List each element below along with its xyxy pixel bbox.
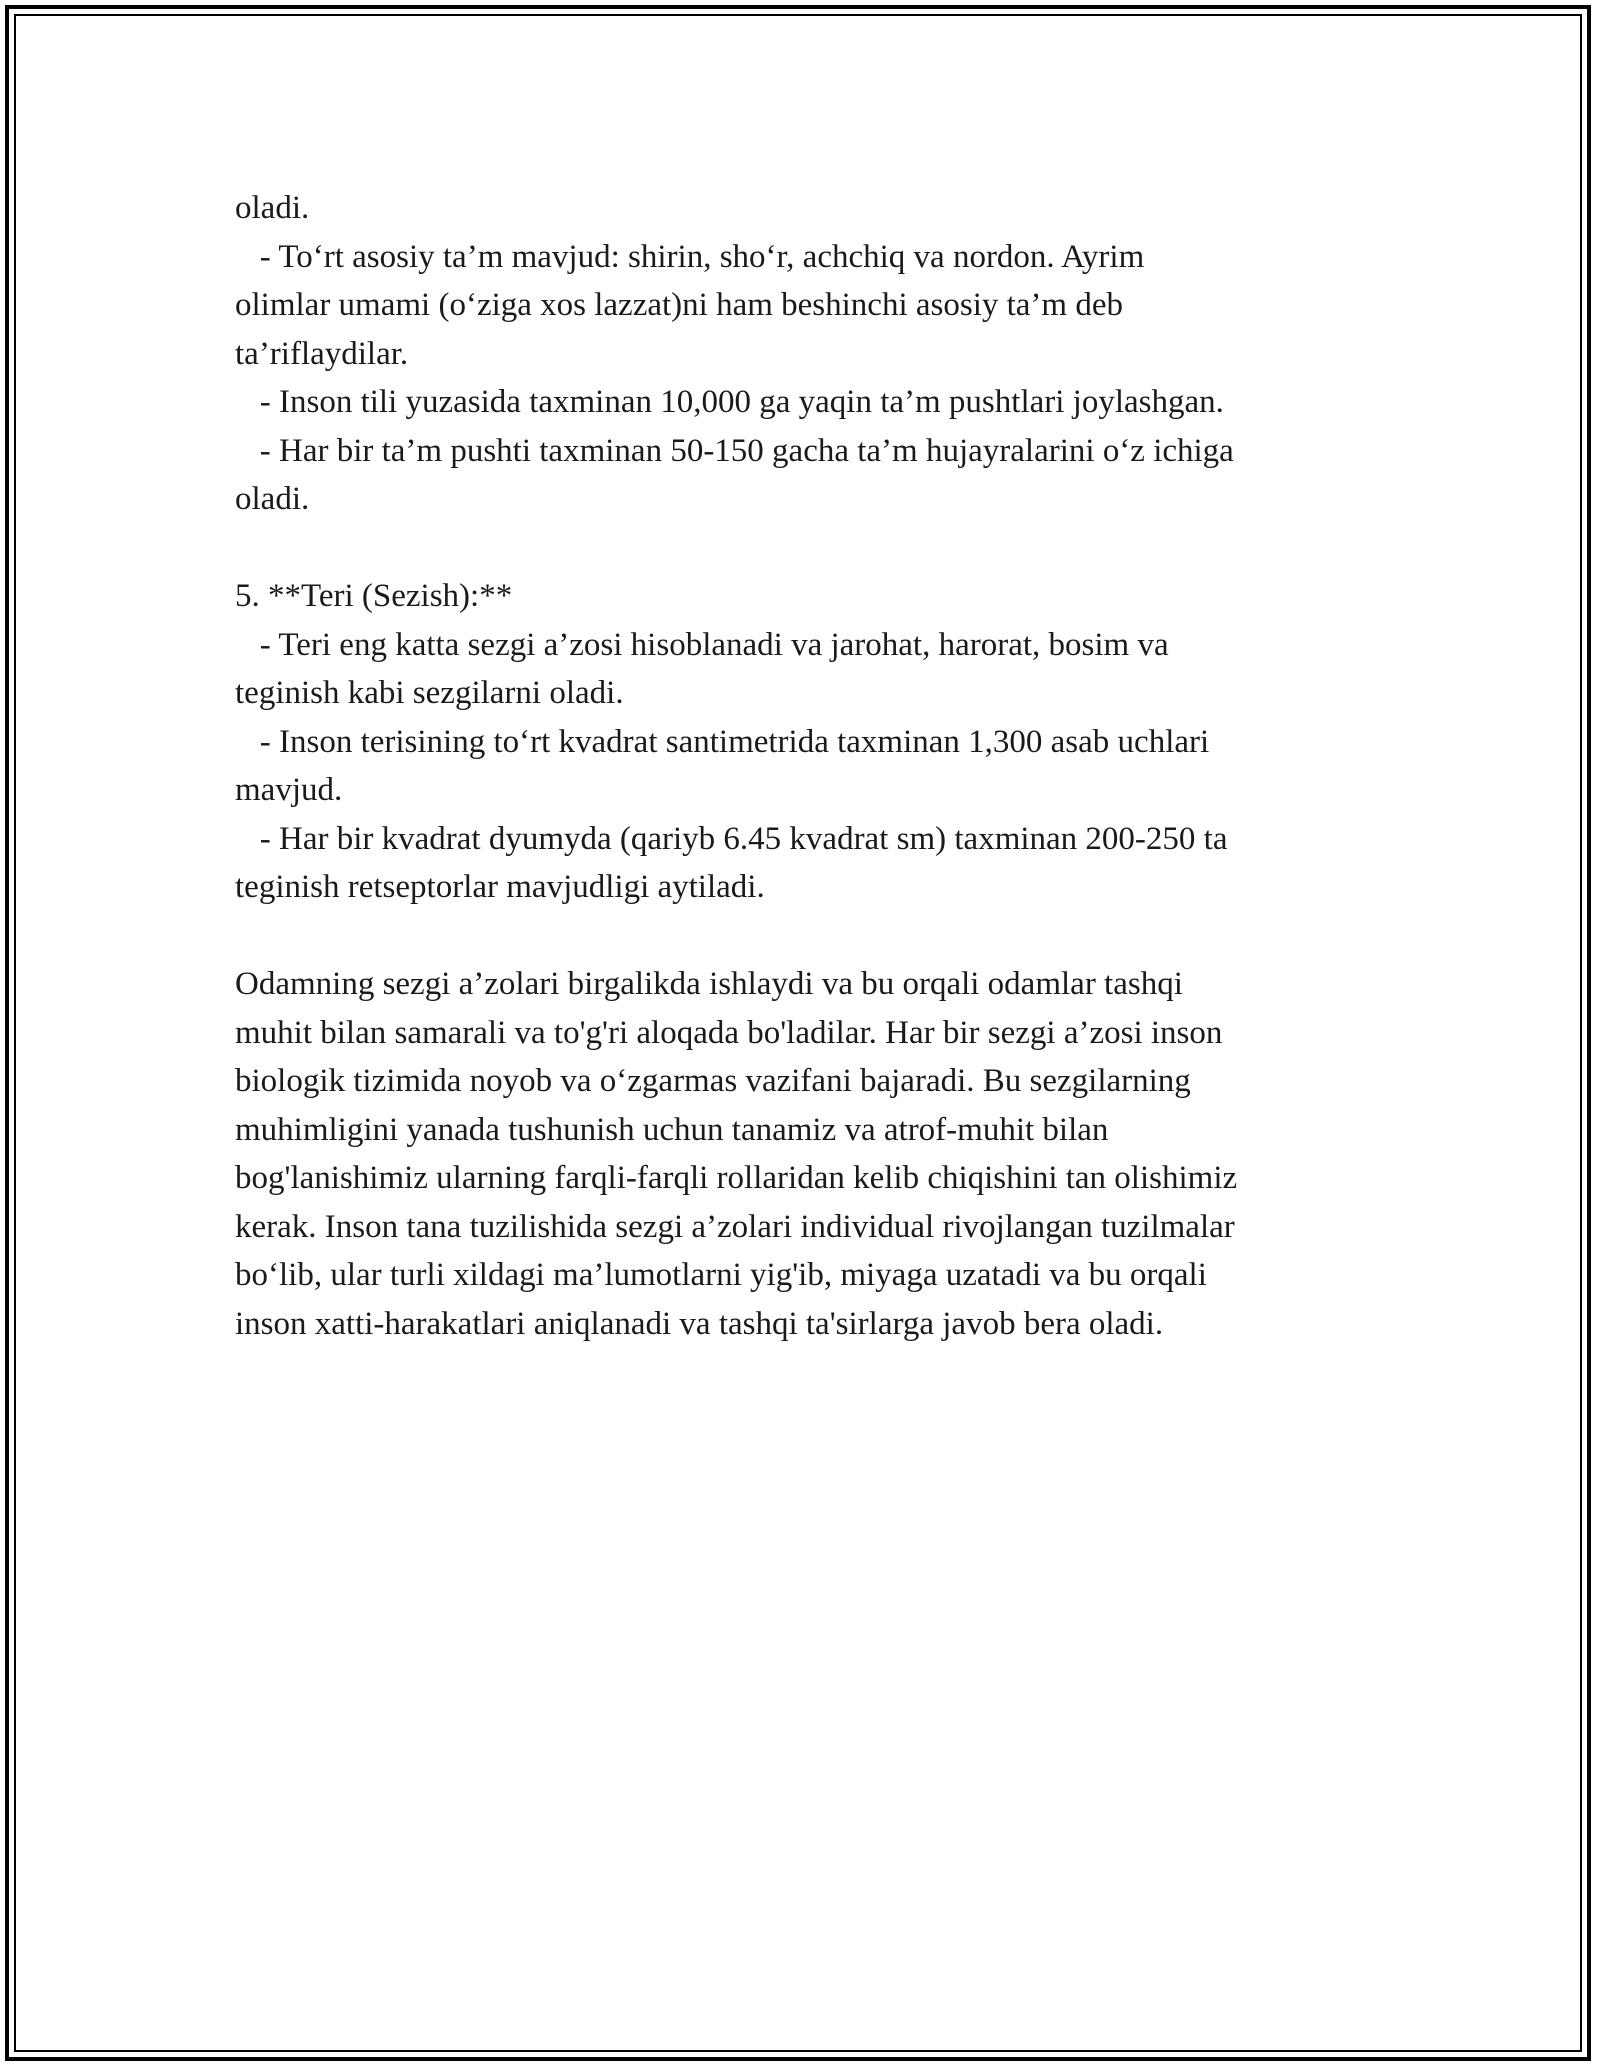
- section-heading: 5. **Teri (Sezish):**: [235, 578, 513, 614]
- text-line: - Inson tili yuzasida taxminan 10,000 ga yaqin ta’m pushtlari joylashgan.: [235, 384, 1224, 420]
- text-line: Odamning sezgi a’zolari birgalikda ishlaydi va bu orqali odamlar tashqi: [235, 966, 1183, 1002]
- text-line: ta’riflaydilar.: [235, 335, 409, 372]
- text-line: kerak. Inson tana tuzilishida sezgi a’zolari individual rivojlangan tuzilmalar: [235, 1208, 1235, 1245]
- text-line: - Teri eng katta sezgi a’zosi hisoblanadi va jarohat, harorat, bosim va: [235, 626, 1169, 663]
- text-line: teginish kabi sezgilarni oladi.: [235, 675, 624, 711]
- text-line: muhimligini yanada tushunish uchun tanamiz va atrof-muhit bilan: [235, 1111, 1109, 1148]
- text-line: bo‘lib, ular turli xildagi ma’lumotlarni yig'ib, miyaga uzatadi va bu orqali: [235, 1257, 1207, 1293]
- text-line: inson xatti-harakatlari aniqlanadi va tashqi ta'sirlarga javob bera oladi.: [235, 1305, 1164, 1342]
- text-line: - Inson terisining to‘rt kvadrat santimetrida taxminan 1,300 asab uchlari: [235, 723, 1210, 760]
- text-line: olimlar umami (o‘ziga xos lazzat)ni ham beshinchi asosiy ta’m deb: [235, 287, 1123, 323]
- document-body: [235, 184, 1355, 1348]
- text-line: oladi.: [235, 481, 310, 517]
- text-line: - Har bir kvadrat dyumyda (qariyb 6.45 kvadrat sm) taxminan 200-250 ta: [235, 820, 1228, 857]
- text-line: teginish retseptorlar mavjudligi aytiladi.: [235, 869, 765, 905]
- paragraph-spacer: [235, 912, 1355, 961]
- text-line: bog'lanishimiz ularning farqli-farqli rollaridan kelib chiqishini tan olishimiz: [235, 1160, 1238, 1196]
- text-line: oladi.: [235, 190, 310, 226]
- conclusion-paragraph: [235, 960, 1355, 1348]
- skin-section: [235, 572, 1355, 912]
- taste-section-continuation: [235, 184, 1355, 524]
- paragraph-spacer: [235, 524, 1355, 573]
- text-line: - To‘rt asosiy ta’m mavjud: shirin, sho‘r, achchiq va nordon. Ayrim: [235, 238, 1145, 275]
- text-line: - Har bir ta’m pushti taxminan 50-150 gacha ta’m hujayralarini o‘z ichiga: [235, 432, 1234, 469]
- text-line: mavjud.: [235, 772, 343, 808]
- text-line: biologik tizimida noyob va o‘zgarmas vazifani bajaradi. Bu sezgilarning: [235, 1063, 1191, 1099]
- text-line: muhit bilan samarali va to'g'ri aloqada bo'ladilar. Har bir sezgi a’zosi inson: [235, 1014, 1223, 1051]
